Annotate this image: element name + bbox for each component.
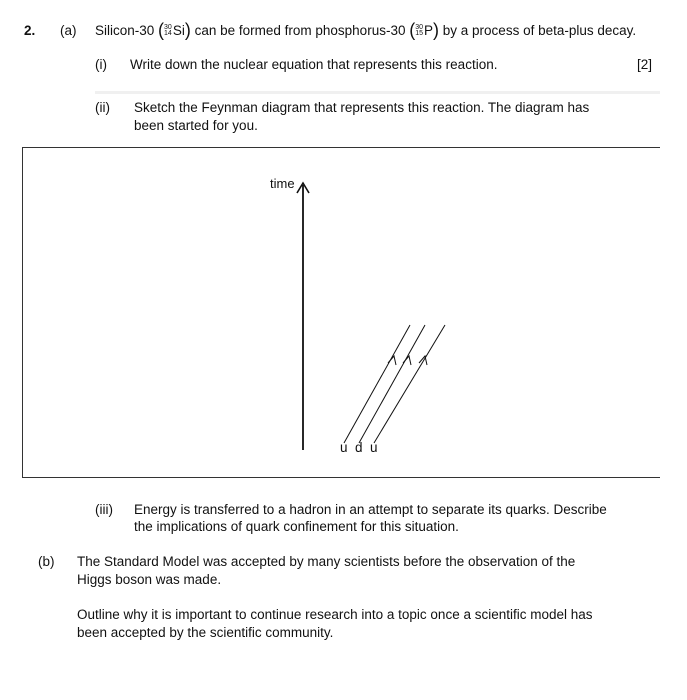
si-nuclide-numbers: 30 14 [164,24,172,38]
part-iii-line2: the implications of quark confinement for this situation. [134,519,459,534]
stem-text-after: by a process of beta-plus decay. [439,23,637,38]
part-iii-line1: Energy is transferred to a hadron in an attempt to separate its quarks. Describe [134,502,607,517]
quark-label-3: u [370,440,378,455]
part-a-stem: Silicon-30 ( 30 14 Si) can be formed from phosphorus-30 ( 30 15 P) by a process of beta-plus decay. [95,20,637,40]
part-b-p1-line2: Higgs boson was made. [77,572,222,587]
quark-arrow-u2 [419,356,427,365]
part-i-text: Write down the nuclear equation that represents this reaction. [130,57,498,72]
p-symbol: P [424,23,434,38]
quark-label-1: u [340,440,348,455]
quark-line-u2 [374,325,445,443]
question-number: 2. [24,23,36,38]
part-b-p2-line2: been accepted by the scientific community. [77,625,334,640]
part-ii-line1: Sketch the Feynman diagram that represents this reaction. The diagram has [134,100,590,115]
part-ii-line2: been started for you. [134,118,258,133]
part-i-label: (i) [95,57,107,72]
part-b-p2-line1: Outline why it is important to continue research into a topic once a scientific model has [77,607,593,622]
p-nuclide-numbers: 30 15 [415,24,424,38]
time-axis-label: time [270,176,295,191]
stem-text-middle: can be formed from phosphorus-30 [190,23,410,38]
quark-line-u1 [344,325,410,443]
si-symbol: Si [172,23,185,38]
part-iii-label: (iii) [95,502,113,517]
quark-label-2: d [355,440,363,455]
part-i-marks: [2] [637,57,653,72]
part-b-label: (b) [38,554,55,569]
quark-line-d [359,325,425,443]
part-b-p1-line1: The Standard Model was accepted by many scientists before the observation of the [77,554,576,569]
part-a-label: (a) [60,23,77,38]
part-ii-label: (ii) [95,100,110,115]
stem-text-before: Silicon-30 [95,23,159,38]
